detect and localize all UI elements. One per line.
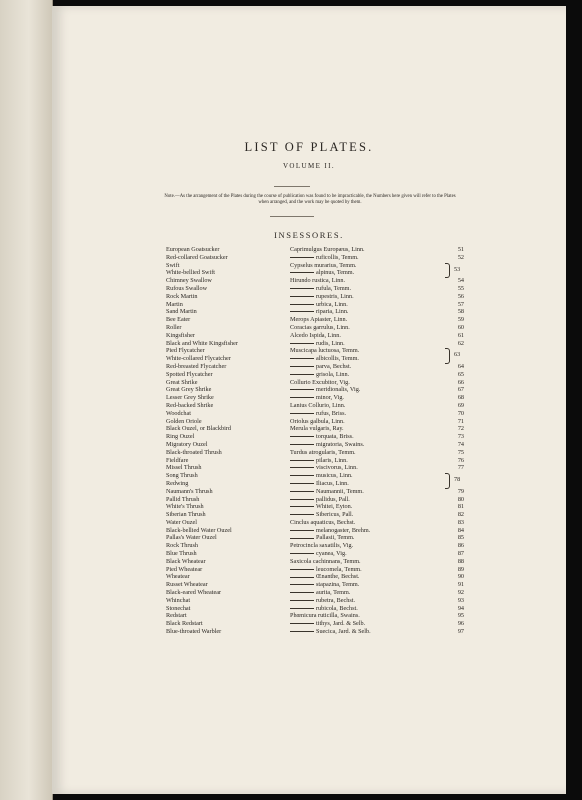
- ditto-dash: [290, 553, 314, 554]
- scientific-name: [290, 433, 354, 441]
- scientific-name-text: Saxicola cachinnans, Temm.: [290, 557, 361, 565]
- plate-number: 57: [457, 300, 464, 308]
- plate-row: [166, 464, 464, 472]
- common-name: Rock Thrush: [166, 542, 199, 550]
- plate-list: [166, 246, 464, 636]
- plate-number: 77: [457, 464, 464, 472]
- scientific-name: [290, 496, 350, 504]
- scientific-name: [290, 340, 345, 348]
- common-name: Blue-throated Warbler: [166, 628, 222, 636]
- facing-page-edge: [0, 0, 53, 800]
- plate-number: 82: [457, 511, 464, 519]
- common-name: Rufous Swallow: [166, 284, 208, 292]
- scientific-name-text: rubetra, Bechst.: [316, 596, 356, 604]
- plate-number: 81: [457, 503, 464, 511]
- common-name: Water Ouzel: [166, 518, 197, 526]
- ditto-dash: [290, 483, 314, 484]
- scientific-name: [290, 371, 349, 379]
- scientific-name: [290, 324, 350, 332]
- ditto-dash: [290, 506, 314, 507]
- ditto-dash: [290, 460, 314, 461]
- ditto-dash: [290, 413, 314, 414]
- plate-number: 75: [457, 448, 464, 456]
- scientific-name-text: ruficollis, Temm.: [316, 253, 359, 261]
- plate-row: [166, 285, 464, 293]
- common-name: Wheatear: [166, 573, 190, 581]
- common-name: White-collared Flycatcher: [166, 355, 231, 363]
- plate-row: [166, 277, 464, 285]
- plate-row: [166, 597, 464, 605]
- ditto-dash: [290, 374, 314, 375]
- common-name: Spotted Flycatcher: [166, 370, 213, 378]
- common-name: Rock Martin: [166, 292, 198, 300]
- plate-row: [166, 433, 464, 441]
- plate-row: [166, 605, 464, 613]
- scientific-name-text: Merops Apiaster, Linn.: [290, 316, 348, 324]
- plate-number: 68: [457, 394, 464, 402]
- plate-row: [166, 488, 464, 496]
- scientific-name: [290, 262, 356, 270]
- plate-row: [166, 472, 464, 480]
- ditto-dash: [290, 491, 314, 492]
- plate-number: 90: [457, 573, 464, 581]
- plate-row: [166, 558, 464, 566]
- scientific-name-text: Cypselus murarius, Temm.: [290, 261, 357, 269]
- ditto-dash: [290, 577, 314, 578]
- plate-number: 93: [457, 596, 464, 604]
- scientific-name-text: Whitei, Eyton.: [316, 503, 353, 511]
- common-name: Bee Eater: [166, 316, 191, 324]
- ditto-dash: [290, 288, 314, 289]
- scientific-name-text: albicollis, Temm.: [316, 355, 359, 363]
- ditto-dash: [290, 444, 314, 445]
- plate-row: [166, 402, 464, 410]
- plate-row: [166, 355, 464, 363]
- scientific-name-text: Petrocincla saxatilis, Vig.: [290, 542, 354, 550]
- common-name: Pallid Thrush: [166, 495, 200, 503]
- scientific-name-text: rupestris, Linn.: [316, 292, 354, 300]
- scientific-name: [290, 628, 371, 636]
- plate-row: [166, 394, 464, 402]
- plate-number: 63: [454, 351, 461, 359]
- brace-bracket: [445, 473, 450, 489]
- common-name: Red-collared Goatsucker: [166, 253, 228, 261]
- plate-row: [166, 620, 464, 628]
- ditto-dash: [290, 623, 314, 624]
- scientific-name-text: urbica, Linn.: [316, 300, 348, 308]
- scientific-name: [290, 363, 351, 371]
- common-name: Great Shrike: [166, 378, 198, 386]
- scientific-name: [290, 542, 353, 550]
- plate-row: [166, 573, 464, 581]
- scientific-name-text: Pallasii, Temm.: [316, 534, 355, 542]
- ditto-dash: [290, 530, 314, 531]
- ditto-dash: [290, 389, 314, 390]
- scientific-name: [290, 472, 353, 480]
- scientific-name: [290, 332, 341, 340]
- common-name: Siberian Thrush: [166, 511, 206, 519]
- scientific-name: [290, 316, 347, 324]
- common-name: Pied Wheatear: [166, 565, 203, 573]
- common-name: Lesser Grey Shrike: [166, 394, 214, 402]
- scientific-name-text: torquata, Briss.: [316, 433, 354, 441]
- scientific-name: [290, 519, 355, 527]
- brace-bracket: [445, 348, 450, 364]
- divider-rule: [270, 216, 314, 217]
- ditto-dash: [290, 304, 314, 305]
- plate-row: [166, 308, 464, 316]
- scientific-name: [290, 612, 360, 620]
- plate-row: [166, 340, 464, 348]
- ditto-dash: [290, 475, 314, 476]
- plate-number: 74: [457, 440, 464, 448]
- scientific-name-text: Hirundo rustica, Linn.: [290, 277, 345, 285]
- scientific-name-text: rudis, Linn.: [316, 339, 345, 347]
- plate-row: [166, 332, 464, 340]
- ditto-dash: [290, 584, 314, 585]
- scientific-name-text: stapazina, Temm.: [316, 581, 360, 589]
- scientific-name: [290, 503, 352, 511]
- scientific-name: [290, 488, 364, 496]
- scientific-name: [290, 308, 348, 316]
- scientific-name-text: Merula vulgaris, Ray.: [290, 425, 344, 433]
- scientific-name: [290, 457, 348, 465]
- scientific-name-text: meridionalis, Vig.: [316, 386, 361, 394]
- plate-number: 84: [457, 526, 464, 534]
- ditto-dash: [290, 397, 314, 398]
- common-name: Martin: [166, 300, 183, 308]
- scientific-name: [290, 605, 358, 613]
- common-name: Redwing: [166, 479, 189, 487]
- ditto-dash: [290, 631, 314, 632]
- scientific-name-text: rubicola, Bechst.: [316, 604, 358, 612]
- common-name: Redstart: [166, 612, 187, 620]
- common-name: Kingsfisher: [166, 331, 195, 339]
- plate-number: 59: [457, 316, 464, 324]
- scientific-name-text: Cinclus aquaticus, Bechst.: [290, 518, 356, 526]
- plate-row: [166, 363, 464, 371]
- page-title: LIST OF PLATES.: [244, 140, 374, 154]
- scientific-name: [290, 527, 370, 535]
- brace-bracket: [445, 263, 450, 279]
- plate-number: 64: [457, 362, 464, 370]
- common-name: Naumann's Thrush: [166, 487, 213, 495]
- plate-number: 54: [457, 277, 464, 285]
- scientific-name: [290, 581, 359, 589]
- plate-number: 58: [457, 308, 464, 316]
- plate-row: [166, 519, 464, 527]
- plate-row: [166, 480, 464, 488]
- plate-number: 55: [457, 284, 464, 292]
- ditto-dash: [290, 436, 314, 437]
- plate-number: 72: [457, 425, 464, 433]
- plate-row: [166, 379, 464, 387]
- common-name: Red-backed Shrike: [166, 401, 214, 409]
- scientific-name-text: Lanius Collurio, Linn.: [290, 401, 346, 409]
- plate-number: 70: [457, 409, 464, 417]
- scientific-name-text: Naumannii, Temm.: [316, 487, 364, 495]
- scientific-name: [290, 558, 361, 566]
- plate-number: 94: [457, 604, 464, 612]
- common-name: Song Thrush: [166, 472, 198, 480]
- scientific-name-text: Sibericus, Pall.: [316, 511, 354, 519]
- plate-row: [166, 566, 464, 574]
- plate-number: 95: [457, 612, 464, 620]
- plate-number: 87: [457, 550, 464, 558]
- ditto-dash: [290, 608, 314, 609]
- scientific-name-text: Iliacus, Linn.: [316, 479, 349, 487]
- common-name: Blue Thrush: [166, 550, 197, 558]
- plate-row: [166, 503, 464, 511]
- common-name: Black Wheatear: [166, 557, 206, 565]
- scientific-name: [290, 301, 348, 309]
- common-name: Migratory Ouzel: [166, 440, 208, 448]
- scientific-name-text: pilaris, Linn.: [316, 456, 348, 464]
- ditto-dash: [290, 257, 314, 258]
- ditto-dash: [290, 600, 314, 601]
- scientific-name: [290, 277, 345, 285]
- scientific-name: [290, 379, 350, 387]
- common-name: Black-eared Wheatear: [166, 589, 222, 597]
- common-name: Golden Oriole: [166, 417, 202, 425]
- common-name: Black-throated Thrush: [166, 448, 222, 456]
- scientific-name: [290, 597, 355, 605]
- scientific-name: [290, 550, 347, 558]
- scientific-name: [290, 589, 350, 597]
- plate-row: [166, 457, 464, 465]
- scientific-name-text: alpinus, Temm.: [316, 269, 355, 277]
- section-heading: INSESSORES.: [274, 230, 344, 240]
- common-name: Woodchat: [166, 409, 191, 417]
- plate-number: 73: [457, 433, 464, 441]
- scientific-name: [290, 402, 345, 410]
- common-name: Pallas's Water Ouzel: [166, 534, 217, 542]
- plate-number: 52: [457, 253, 464, 261]
- ditto-dash: [290, 569, 314, 570]
- plate-row: [166, 293, 464, 301]
- plate-number: 61: [457, 331, 464, 339]
- plate-row: [166, 254, 464, 262]
- ditto-dash: [290, 311, 314, 312]
- scientific-name-text: Alcedo Ispida, Linn.: [290, 331, 341, 339]
- plate-number: 92: [457, 589, 464, 597]
- plate-number: 53: [454, 265, 461, 273]
- ditto-dash: [290, 467, 314, 468]
- plate-number: 69: [457, 401, 464, 409]
- scientific-name-text: grisola, Linn.: [316, 370, 350, 378]
- common-name: Red-breasted Flycatcher: [166, 362, 227, 370]
- scientific-name: [290, 410, 346, 418]
- plate-number: 86: [457, 542, 464, 550]
- scientific-name-text: Suecica, Jard. & Selb.: [316, 628, 371, 636]
- plate-number: 56: [457, 292, 464, 300]
- common-name: Whinchat: [166, 596, 191, 604]
- scientific-name: [290, 425, 344, 433]
- scientific-name: [290, 246, 365, 254]
- scientific-name-text: viscivorus, Linn.: [316, 464, 358, 472]
- scientific-name: [290, 534, 354, 542]
- plate-number: 51: [457, 246, 464, 253]
- scientific-name-text: melanogaster, Brehm.: [316, 526, 371, 534]
- plate-row: [166, 527, 464, 535]
- plate-number: 79: [457, 487, 464, 495]
- scientific-name-text: leucomela, Temm.: [316, 565, 362, 573]
- ditto-dash: [290, 538, 314, 539]
- common-name: Black and White Kingsfisher: [166, 339, 238, 347]
- common-name: Pied Flycatcher: [166, 347, 205, 355]
- plate-row: [166, 371, 464, 379]
- scientific-name: [290, 480, 349, 488]
- ditto-dash: [290, 343, 314, 344]
- scientific-name-text: Coracias garrulus, Linn.: [290, 323, 350, 331]
- plate-number: 65: [457, 370, 464, 378]
- plate-row: [166, 316, 464, 324]
- plate-row: [166, 612, 464, 620]
- common-name: Black Ouzel, or Blackbird: [166, 425, 231, 433]
- scientific-name: [290, 620, 365, 628]
- plate-number: 91: [457, 581, 464, 589]
- common-name: White's Thrush: [166, 503, 204, 511]
- common-name: Fieldfare: [166, 456, 189, 464]
- scientific-name-text: aurita, Temm.: [316, 589, 351, 597]
- plate-number: 76: [457, 456, 464, 464]
- scientific-name: [290, 386, 360, 394]
- plate-number: 62: [457, 339, 464, 347]
- plate-row: [166, 410, 464, 418]
- common-name: Stonechat: [166, 604, 191, 612]
- plate-row: [166, 269, 464, 277]
- plate-row: [166, 534, 464, 542]
- plate-row: [166, 324, 464, 332]
- scientific-name: [290, 293, 354, 301]
- scientific-name: [290, 418, 345, 426]
- common-name: European Goatsucker: [166, 246, 220, 253]
- scientific-name-text: Turdus atrogularis, Temm.: [290, 448, 356, 456]
- scientific-name-text: Caprimulgus Europæus, Linn.: [290, 246, 365, 253]
- common-name: Great Grey Shrike: [166, 386, 212, 394]
- scientific-name-text: minor, Vig.: [316, 394, 344, 402]
- scientific-name-text: Œnanthe, Bechst.: [316, 573, 360, 581]
- plate-number: 89: [457, 565, 464, 573]
- scientific-name: [290, 511, 353, 519]
- plate-number: 60: [457, 323, 464, 331]
- scientific-name: [290, 394, 344, 402]
- scientific-name: [290, 566, 362, 574]
- common-name: Chimney Swallow: [166, 277, 212, 285]
- scientific-name-text: Oriolus galbula, Linn.: [290, 417, 345, 425]
- common-name: Swift: [166, 261, 180, 269]
- arrangement-note: Note.—As the arrangement of the Plates during the course of publication was found to be impracticable, the Numbers here given will refer to the Plates when arranged, and the work may be quoted by them.: [164, 194, 456, 206]
- common-name: Russet Wheatear: [166, 581, 208, 589]
- scientific-name: [290, 285, 351, 293]
- divider-rule: [274, 186, 310, 187]
- plate-number: 85: [457, 534, 464, 542]
- plate-row: [166, 628, 464, 636]
- plate-row: [166, 418, 464, 426]
- scientific-name: [290, 449, 356, 457]
- plate-row: [166, 542, 464, 550]
- scientific-name-text: rufula, Temm.: [316, 284, 352, 292]
- ditto-dash: [290, 514, 314, 515]
- plate-row: [166, 347, 464, 355]
- ditto-dash: [290, 296, 314, 297]
- plate-row: [166, 262, 464, 270]
- plate-row: [166, 301, 464, 309]
- plate-number: 67: [457, 386, 464, 394]
- scientific-name: [290, 573, 359, 581]
- plate-row: [166, 425, 464, 433]
- scientific-name-text: musicus, Linn.: [316, 472, 353, 480]
- common-name: Black Redstart: [166, 620, 203, 628]
- scientific-name: [290, 269, 354, 277]
- scientific-name: [290, 464, 358, 472]
- scientific-name-text: cyanea, Vig.: [316, 550, 347, 558]
- plate-row: [166, 496, 464, 504]
- common-name: Sand Martin: [166, 308, 197, 316]
- plate-row: [166, 511, 464, 519]
- scientific-name-text: Muscicapa luctuosa, Temm.: [290, 347, 360, 355]
- scientific-name-text: riparia, Linn.: [316, 308, 349, 316]
- plate-row: [166, 386, 464, 394]
- plate-row: [166, 589, 464, 597]
- scientific-name: [290, 347, 359, 355]
- ditto-dash: [290, 272, 314, 273]
- scientific-name-text: tithys, Jard. & Selb.: [316, 620, 366, 628]
- plate-number: 83: [457, 518, 464, 526]
- plate-number: 80: [457, 495, 464, 503]
- common-name: Ring Ouzel: [166, 433, 195, 441]
- plate-number: 96: [457, 620, 464, 628]
- ditto-dash: [290, 499, 314, 500]
- ditto-dash: [290, 366, 314, 367]
- scientific-name-text: migratoria, Swains.: [316, 440, 365, 448]
- plate-number: 66: [457, 378, 464, 386]
- plate-number: 97: [457, 628, 464, 636]
- plate-row: [166, 581, 464, 589]
- scientific-name-text: rufus, Briss.: [316, 409, 347, 417]
- plate-number: 78: [454, 476, 461, 484]
- book-page: [52, 6, 566, 794]
- plate-row: [166, 449, 464, 457]
- scientific-name-text: Phœnicura ruticilla, Swains.: [290, 612, 360, 620]
- plate-row: [166, 246, 464, 254]
- volume-label: VOLUME II.: [282, 162, 336, 170]
- common-name: Roller: [166, 323, 182, 331]
- common-name: White-bellied Swift: [166, 269, 215, 277]
- scientific-name: [290, 441, 364, 449]
- scientific-name: [290, 355, 359, 363]
- plate-number: 71: [457, 417, 464, 425]
- scientific-name: [290, 254, 359, 262]
- common-name: Missel Thrush: [166, 464, 202, 472]
- scientific-name-text: pallidus, Pall.: [316, 495, 350, 503]
- ditto-dash: [290, 358, 314, 359]
- ditto-dash: [290, 592, 314, 593]
- plate-number: 88: [457, 557, 464, 565]
- scientific-name-text: Collurio Excubitor, Vig.: [290, 378, 350, 386]
- plate-row: [166, 441, 464, 449]
- scientific-name-text: parva, Bechst.: [316, 362, 352, 370]
- common-name: Black-bellied Water Ouzel: [166, 526, 232, 534]
- plate-row: [166, 550, 464, 558]
